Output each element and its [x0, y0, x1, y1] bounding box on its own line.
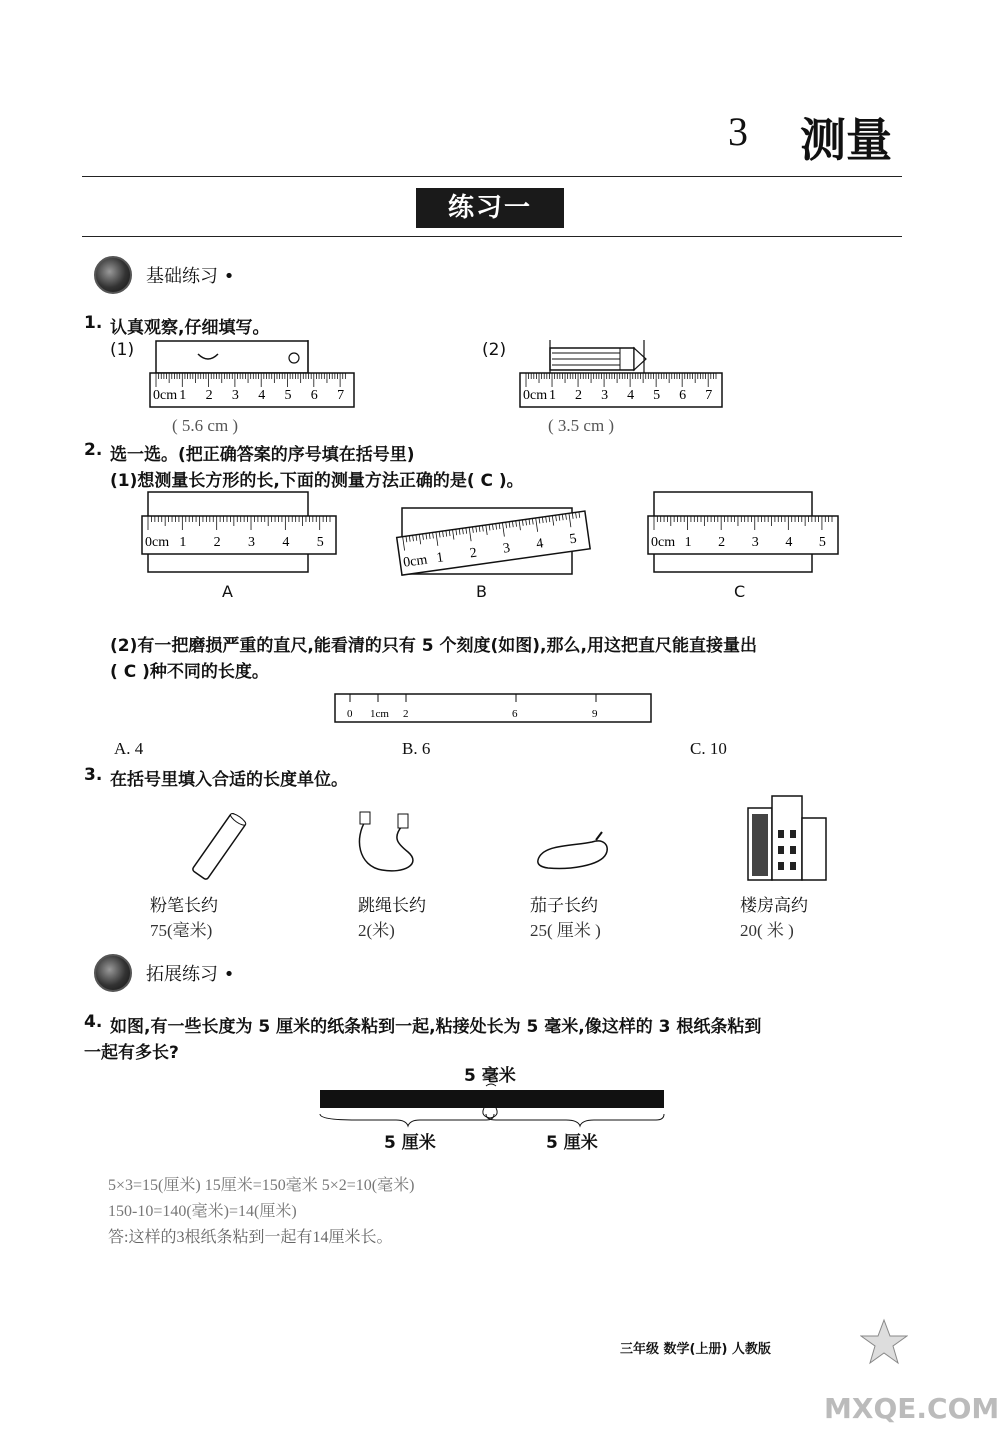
- q1-text: 认真观察,仔细填写。: [110, 318, 270, 338]
- ruler-number: 5: [653, 388, 661, 403]
- ruler-number: 6: [310, 388, 318, 403]
- ruler-number: 0cm: [145, 535, 170, 550]
- broken-tick-2: 2: [403, 708, 409, 720]
- ruler-number: 5: [818, 535, 826, 550]
- footer-info: 三年级 数学(上册) 人教版: [620, 1342, 771, 1357]
- ruler-number: 0cm: [402, 552, 429, 571]
- ruler-number: 2: [213, 535, 221, 550]
- ruler-number: 1: [435, 550, 445, 567]
- ruler-number: 4: [785, 535, 793, 550]
- q4-answer: 答:这样的3根纸条粘到一起有14厘米长。: [108, 1229, 393, 1246]
- q4-line1: 如图,有一些长度为 5 厘米的纸条粘到一起,粘接处长为 5 毫米,像这样的 3 根纸条粘到: [110, 1017, 762, 1037]
- q1-figure2: [518, 340, 728, 412]
- ruler-number: 7: [337, 388, 345, 403]
- q1-figure1: [148, 340, 358, 412]
- section-basic-title: 基础练习 •: [146, 266, 235, 287]
- broken-tick-0: 0: [347, 708, 353, 720]
- ruler-number: 3: [231, 388, 239, 403]
- q3-answer-building: 20( 米 ): [740, 921, 794, 940]
- right-strip-label: 5 厘米: [546, 1133, 598, 1153]
- q1-number: 1.: [84, 313, 103, 333]
- ruler-number: 4: [535, 536, 545, 553]
- ruler-number: 3: [751, 535, 759, 550]
- building-image: [744, 790, 830, 884]
- ruler-number: 7: [705, 388, 713, 403]
- q2-choice-b: B. 6: [402, 739, 431, 758]
- ruler-number: 5: [284, 388, 292, 403]
- measured-object: [156, 341, 308, 373]
- ruler-number: 5: [568, 531, 578, 548]
- section-icon: [94, 954, 132, 992]
- eggplant-image: [534, 830, 614, 874]
- chapter-title: 测量: [800, 113, 892, 167]
- q2-option-b: B: [476, 582, 487, 601]
- ruler-number: 2: [205, 388, 213, 403]
- q3-number: 3.: [84, 765, 103, 785]
- star-icon: [860, 1318, 908, 1366]
- overlap-label: 5 毫米: [464, 1066, 516, 1086]
- q2-number: 2.: [84, 440, 103, 460]
- ruler-number: 4: [258, 388, 266, 403]
- q4-work-line1: 5×3=15(厘米) 15厘米=150毫米 5×2=10(毫米): [108, 1177, 415, 1194]
- ruler-number: 0cm: [523, 388, 548, 403]
- ruler-number: 1: [549, 388, 557, 403]
- q3-answer-rope: 2(米): [358, 921, 395, 940]
- ruler-number: 3: [601, 388, 609, 403]
- ruler: [648, 516, 838, 554]
- q2-choice-c: C. 10: [690, 739, 727, 758]
- section-icon: [94, 256, 132, 294]
- ruler-number: 5: [316, 535, 324, 550]
- q3-answer-chalk: 75(毫米): [150, 921, 213, 940]
- q1-part2-label: (2): [482, 340, 507, 360]
- broken-tick-6: 6: [512, 708, 518, 720]
- ruler-number: 2: [575, 388, 583, 403]
- broken-tick-9: 9: [592, 708, 598, 720]
- ruler-number: 6: [679, 388, 687, 403]
- q3-item-chalk: 粉笔长约: [150, 896, 218, 916]
- jump-rope-image: [352, 808, 426, 882]
- ruler-number: 2: [468, 545, 478, 562]
- paper-strips: [320, 1090, 664, 1108]
- q2-sub1: (1)想测量长方形的长,下面的测量方法正确的是( C )。: [110, 471, 524, 491]
- ruler-number: 0cm: [153, 388, 178, 403]
- q2-text: 选一选。(把正确答案的序号填在括号里): [110, 445, 415, 465]
- ruler-number: 4: [282, 535, 290, 550]
- left-strip-label: 5 厘米: [384, 1133, 436, 1153]
- ruler-number: 0cm: [651, 535, 676, 550]
- q3-item-rope: 跳绳长约: [358, 896, 426, 916]
- q1-answer1: ( 5.6 cm ): [172, 416, 239, 435]
- paper-strips-figure: [316, 1080, 668, 1130]
- ruler-number: 1: [684, 535, 692, 550]
- q3-item-eggplant: 茄子长约: [530, 896, 598, 916]
- q1-part1-label: (1): [110, 340, 135, 360]
- ruler-number: 2: [718, 535, 726, 550]
- broken-tick-1: 1cm: [370, 708, 389, 720]
- exercise-banner: 练习一: [416, 188, 564, 228]
- q3-item-building: 楼房高约: [740, 896, 808, 916]
- chalk-image: [190, 810, 250, 884]
- top-rule: [82, 176, 902, 177]
- q2-option-c-figure: [646, 490, 846, 578]
- banner-rule: [82, 236, 902, 237]
- q2-option-b-figure: [394, 490, 599, 582]
- ruler-number: 4: [627, 388, 635, 403]
- q4-number: 4.: [84, 1012, 103, 1032]
- q4-work-line2: 150-10=140(毫米)=14(厘米): [108, 1203, 297, 1220]
- q4-line2: 一起有多长?: [84, 1043, 179, 1063]
- q2-option-a-figure: [140, 490, 345, 578]
- ruler-number: 3: [502, 540, 512, 557]
- q3-answer-eggplant: 25( 厘米 ): [530, 921, 601, 940]
- broken-ruler: [334, 692, 654, 726]
- watermark: MXQE.COM: [824, 1392, 1000, 1425]
- ruler: [142, 516, 336, 554]
- ruler-number: 3: [248, 535, 256, 550]
- q2-choice-a: A. 4: [114, 739, 144, 758]
- q2-sub2-line1: (2)有一把磨损严重的直尺,能看清的只有 5 个刻度(如图),那么,用这把直尺能直接量出: [110, 636, 757, 656]
- chapter-number: 3: [728, 109, 748, 154]
- q2-sub2-line2: ( C )种不同的长度。: [110, 662, 269, 682]
- q2-option-c: C: [734, 582, 746, 601]
- q1-answer2: ( 3.5 cm ): [548, 416, 615, 435]
- q3-text: 在括号里填入合适的长度单位。: [110, 770, 348, 790]
- ruler-number: 1: [179, 388, 187, 403]
- ruler-number: 1: [179, 535, 187, 550]
- q2-option-a: A: [222, 582, 233, 601]
- section-ext-title: 拓展练习 •: [146, 964, 235, 985]
